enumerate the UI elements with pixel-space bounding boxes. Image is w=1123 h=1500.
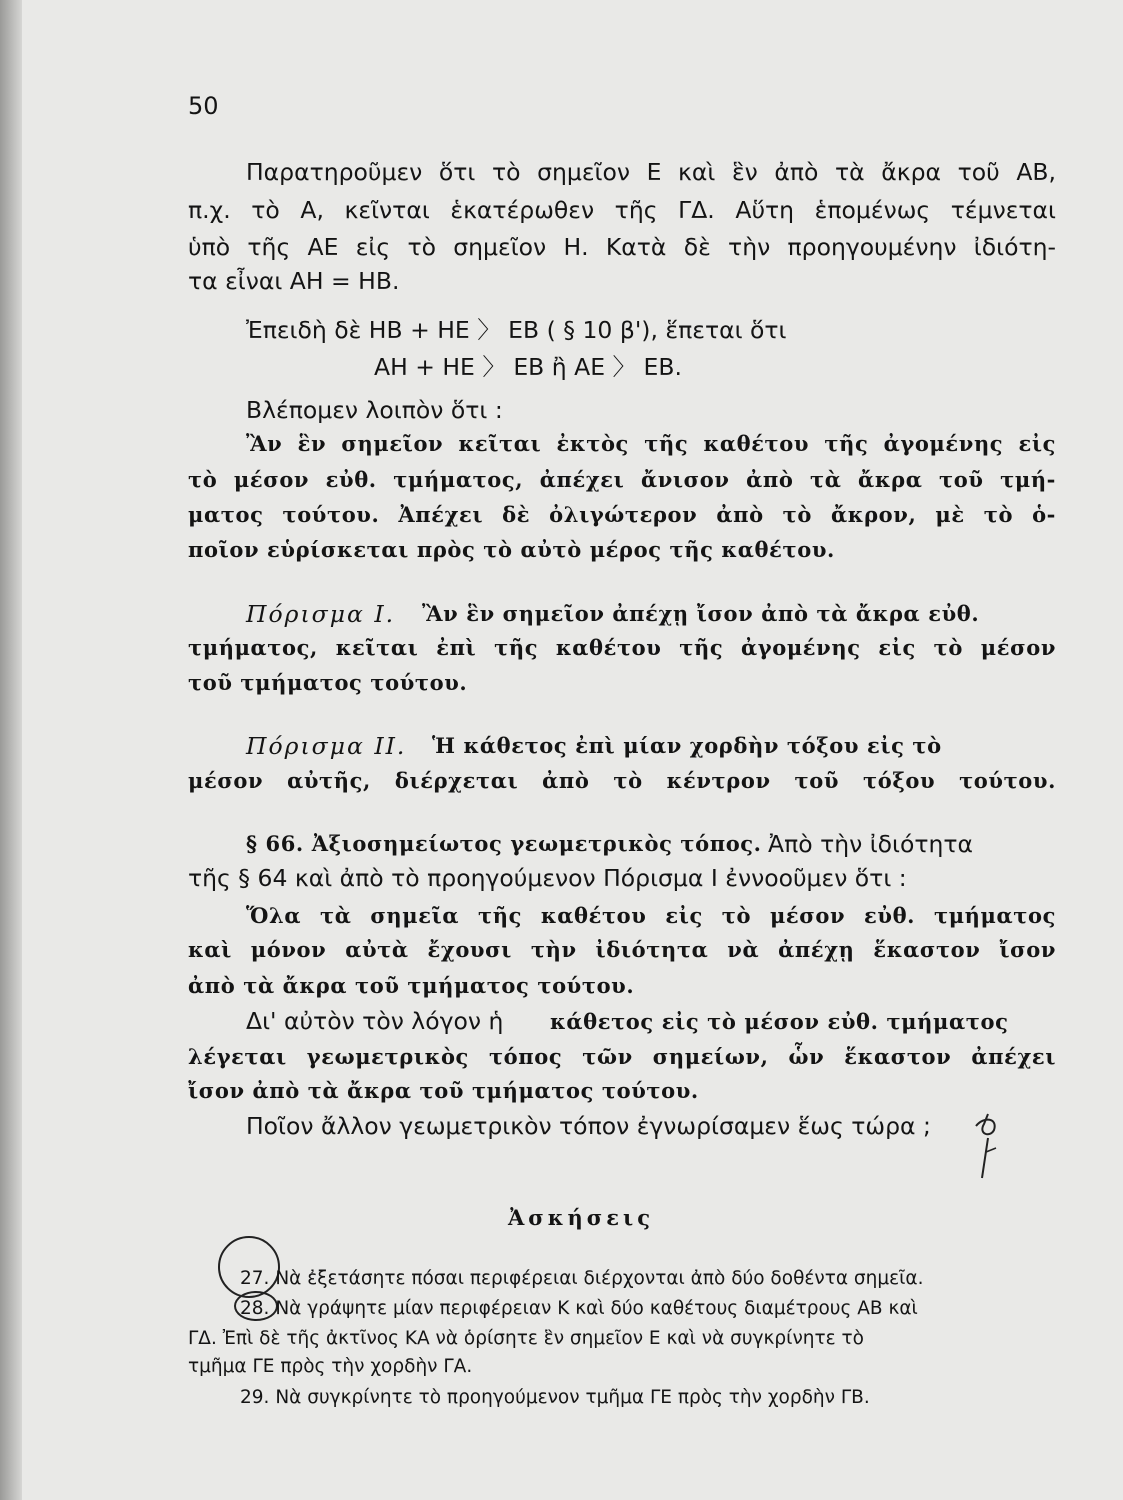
reason-bold1: κάθετος εἰς τὸ μέσον εὐθ. τμήματος	[550, 1009, 1009, 1034]
section66-line2: τῆς § 64 καὶ ἀπὸ τὸ προηγούμενον Πόρισμα Ι ἐννοοῦμεν ὅτι :	[188, 864, 907, 892]
corollary1-line3: τοῦ τμήματος τούτου.	[188, 670, 468, 695]
locus-line3: ἀπὸ τὰ ἄκρα τοῦ τμήματος τούτου.	[188, 973, 635, 998]
corollary2-label: Πόρισμα ΙΙ.	[246, 732, 407, 760]
corollary1-label: Πόρισμα Ι.	[246, 600, 396, 628]
page-number: 50	[188, 92, 219, 120]
theorem-line2: τὸ μέσον εὐθ. τμήματος, ἀπέχει ἄνισον ἀπὸ τὰ ἄκρα τοῦ τμή-	[188, 467, 1056, 492]
reason-start: Δι' αὐτὸν τὸν λόγον ἡ	[246, 1007, 504, 1035]
handwritten-checkmark	[968, 1112, 1018, 1182]
exercise-text: Νὰ ἐξετάσητε πόσαι περιφέρειαι διέρχονται ἀπὸ δύο δοθέντα σημεῖα.	[275, 1268, 924, 1289]
since-line1: Ἐπειδὴ δὲ ΗΒ + ΗΕ 〉 ΕΒ ( § 10 β'), ἕπεται ὅτι	[246, 316, 787, 344]
exercise-number: 28.	[240, 1298, 270, 1319]
section66-line1-rest: Ἀπὸ τὴν ἰδιότητα	[768, 830, 974, 858]
exercise-28-line2	[188, 1325, 864, 1353]
exercise-27	[240, 1265, 924, 1293]
corollary2-line1: Ἡ κάθετος ἐπὶ μίαν χορδὴν τόξου εἰς τὸ	[432, 733, 942, 758]
locus-line1: Ὅλα τὰ σημεῖα τῆς καθέτου εἰς τὸ μέσον εὐθ. τμήματος	[246, 903, 1056, 928]
corollary2-line2: μέσον αὐτῆς, διέρχεται ἀπὸ τὸ κέντρον τοῦ τόξου τούτου.	[188, 768, 1056, 793]
paragraph1-line1: Παρατηροῦμεν ὅτι τὸ σημεῖον Ε καὶ ἓν ἀπὸ τὰ ἄκρα τοῦ ΑΒ,	[246, 158, 1056, 186]
book-page	[22, 0, 1123, 1500]
question-line: Ποῖον ἄλλον γεωμετρικὸν τόπον ἐγνωρίσαμεν ἕως τώρα ;	[246, 1112, 931, 1140]
reason-bold3: ἴσον ἀπὸ τὰ ἄκρα τοῦ τμήματος τούτου.	[188, 1078, 699, 1103]
exercise-text: Νὰ γράψητε μίαν περιφέρειαν Κ καὶ δύο καθέτους διαμέτρους ΑΒ καὶ	[275, 1298, 918, 1319]
we-see-line: Βλέπομεν λοιπὸν ὅτι :	[246, 396, 503, 424]
locus-line2: καὶ μόνον αὐτὰ ἔχουσι τὴν ἰδιότητα νὰ ἀπέχῃ ἕκαστον ἴσον	[188, 937, 1056, 962]
exercise-text: Νὰ συγκρίνητε τὸ προηγούμενον τμῆμα ΓΕ πρὸς τὴν χορδὴν ΓΒ.	[275, 1387, 870, 1408]
theorem-line3: ματος τούτου. Ἀπέχει δὲ ὀλιγώτερον ἀπὸ τὸ ἄκρον, μὲ τὸ ὁ-	[188, 502, 1056, 527]
exercises-heading: Ἀσκήσεις	[508, 1205, 654, 1230]
since-line2: ΑΗ + ΗΕ 〉 ΕΒ ἢ ΑΕ 〉 ΕΒ.	[374, 353, 682, 381]
corollary1-line2: τμήματος, κεῖται ἐπὶ τῆς καθέτου τῆς ἀγομένης εἰς τὸ μέσον	[188, 635, 1056, 660]
paragraph1-line3: ὑπὸ τῆς ΑΕ εἰς τὸ σημεῖον Η. Κατὰ δὲ τὴν προηγουμένην ἰδιότη-	[188, 233, 1056, 261]
exercise-number: 29.	[240, 1387, 270, 1408]
section66-heading: § 66. Ἀξιοσημείωτος γεωμετρικὸς τόπος.	[246, 831, 762, 856]
reason-bold2: λέγεται γεωμετρικὸς τόπος τῶν σημείων, ὧν ἕκαστον ἀπέχει	[188, 1044, 1056, 1069]
exercise-text: ΓΔ. Ἐπὶ δὲ τῆς ἀκτῖνος ΚΑ νὰ ὁρίσητε ἓν σημεῖον Ε καὶ νὰ συγκρίνητε τὸ	[188, 1328, 864, 1349]
exercise-number: 27.	[240, 1268, 270, 1289]
paragraph1-line2: π.χ. τὸ Α, κεῖνται ἑκατέρωθεν τῆς ΓΔ. Αὕτη ἑπομένως τέμνεται	[188, 196, 1056, 224]
theorem-line4: ποῖον εὑρίσκεται πρὸς τὸ αὐτὸ μέρος τῆς καθέτου.	[188, 537, 835, 562]
paragraph1-line4: τα εἶναι ΑΗ = ΗΒ.	[188, 267, 400, 295]
corollary1-line1: Ἂν ἓν σημεῖον ἀπέχῃ ἴσον ἀπὸ τὰ ἄκρα εὐθ.	[422, 601, 980, 626]
exercise-28	[240, 1295, 918, 1323]
exercise-29	[240, 1384, 870, 1412]
theorem-line1: Ἂν ἓν σημεῖον κεῖται ἐκτὸς τῆς καθέτου τῆς ἀγομένης εἰς	[246, 431, 1056, 456]
exercise-28-line3	[188, 1353, 472, 1381]
page-binding-shadow	[0, 0, 22, 1500]
exercise-text: τμῆμα ΓΕ πρὸς τὴν χορδὴν ΓΑ.	[188, 1356, 473, 1377]
